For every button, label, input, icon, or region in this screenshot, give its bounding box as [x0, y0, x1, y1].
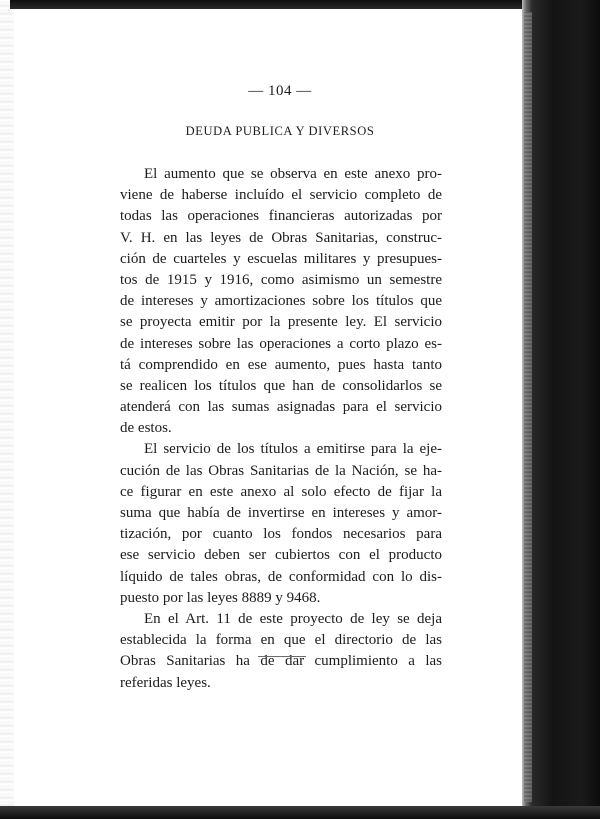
text-line: referidas leyes.	[120, 674, 211, 691]
text-line: de estos.	[120, 420, 172, 437]
text-line: de intereses sobre las operaciones a corto plazo es-	[120, 335, 442, 352]
text-line: En el Art. 11 de este proyecto de ley se deja	[144, 610, 442, 627]
body-text	[120, 164, 442, 694]
text-line: ción de cuarteles y escuelas militares y presupues-	[120, 250, 442, 267]
text-line: suma que había de invertirse en intereses y amor-	[120, 505, 442, 521]
text-line: tización, por cuanto los fondos necesarios para	[120, 526, 442, 543]
text-line: todas las operaciones financieras autorizadas por	[120, 208, 442, 225]
text-line: se proyecta emitir por la presente ley. El servicio	[120, 314, 442, 331]
section-title: DEUDA PUBLICA Y DIVERSOS	[185, 124, 375, 138]
text-line: establecida la forma en que el directorio de las	[120, 632, 442, 649]
text-line: ese servicio deben ser cubiertos con el producto	[120, 547, 442, 564]
right-edge-texture	[524, 12, 532, 802]
text-line: líquido de tales obras, de conformidad con lo dis-	[120, 568, 442, 585]
text-line: ce figurar en este anexo al solo efecto de fijar la	[120, 483, 442, 500]
text-line: tos de 1915 y 1916, como asimismo un semestre	[120, 271, 442, 288]
text-line: Obras Sanitarias ha de dar cumplimiento a las	[120, 653, 442, 670]
text-line: puesto por las leyes 8889 y 9468.	[120, 589, 321, 606]
text-line: atenderá con las sumas asignadas para el servicio	[120, 399, 442, 416]
page-number: — 104 —	[248, 83, 312, 99]
text-line: cución de las Obras Sanitarias de la Nación, se ha-	[120, 462, 442, 479]
end-rule-divider	[258, 656, 306, 657]
text-line: se realicen los títulos que han de consolidarlos se	[120, 377, 442, 394]
text-line: V. H. en las leyes de Obras Sanitarias, construc-	[120, 229, 442, 246]
text-line: tá comprendido en ese aumento, pues hasta tanto	[120, 356, 442, 373]
text-line: El aumento que se observa en este anexo pro-	[144, 166, 442, 182]
right-book-edge	[522, 0, 600, 819]
text-line: El servicio de los títulos a emitirse para la eje-	[144, 441, 442, 458]
text-line: viene de haberse incluído el servicio completo de	[120, 187, 442, 204]
bottom-scan-edge	[0, 806, 600, 819]
text-line: de intereses y amortizaciones sobre los títulos que	[120, 293, 442, 310]
